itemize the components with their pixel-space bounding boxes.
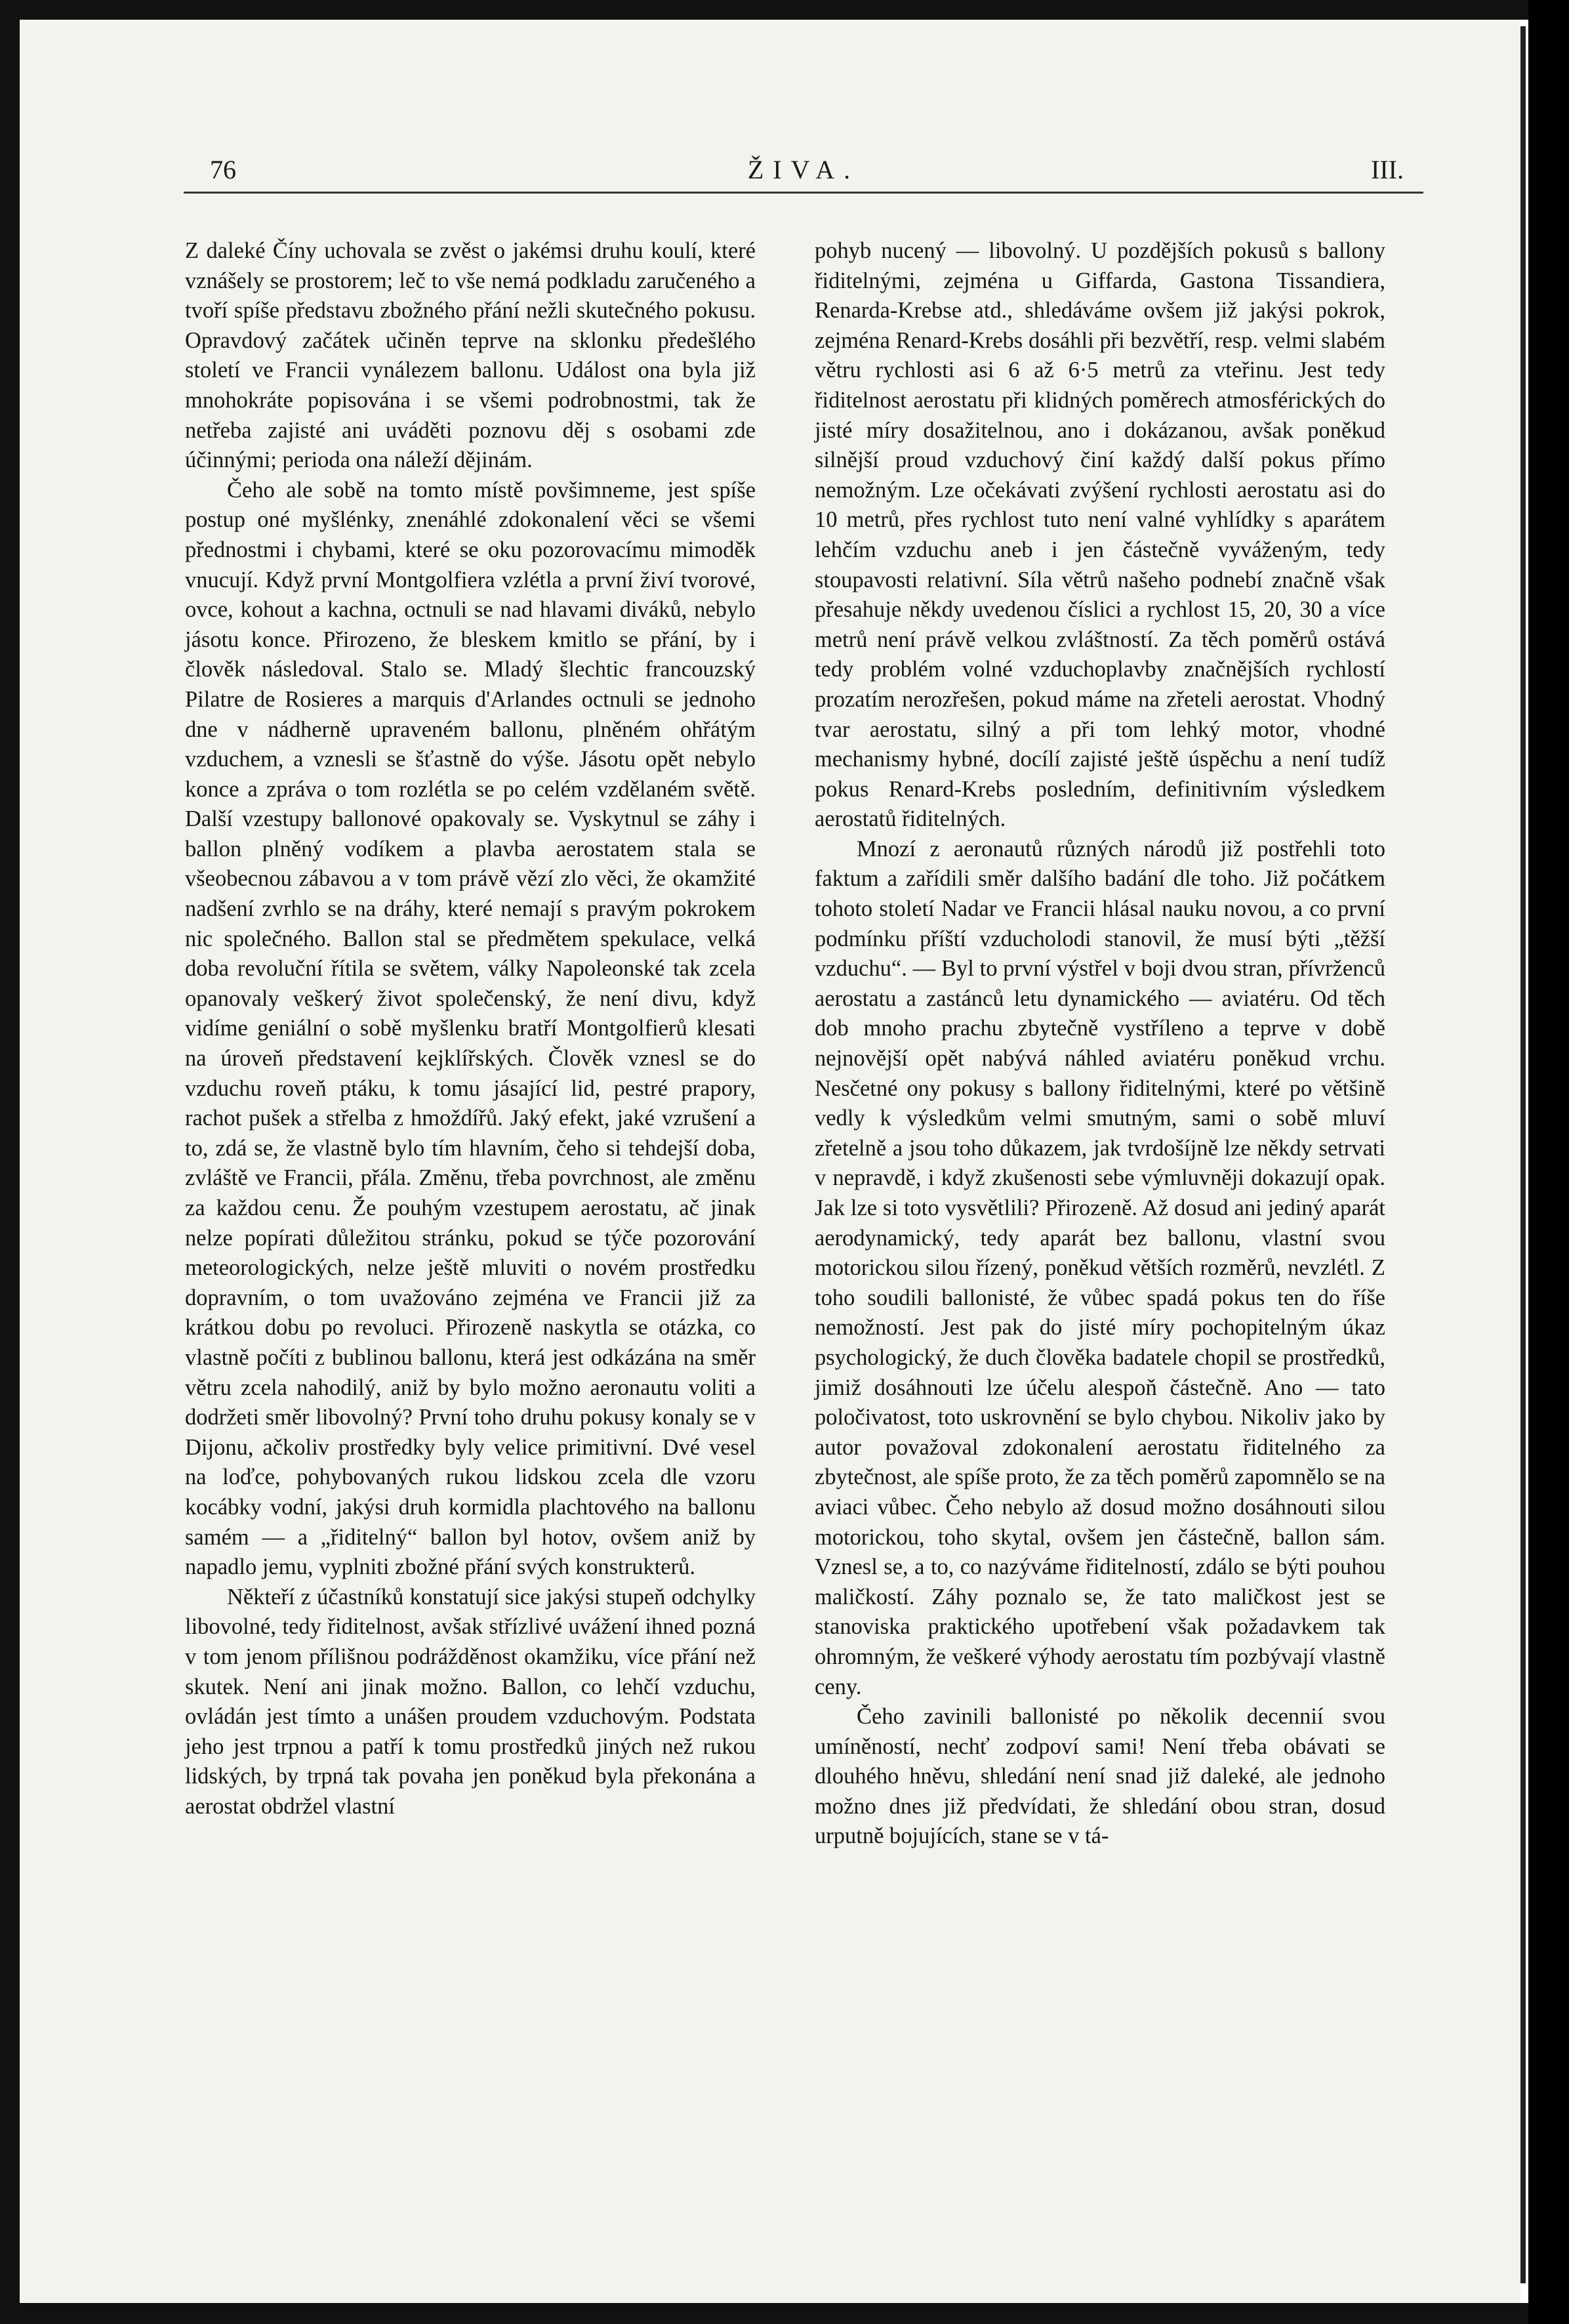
paragraph: Čeho zavinili ballonisté po několik decennií svou umíněností, nechť zodpoví sami! Není třeba obávati se dlouhého hněvu, shledání není snad již daleké, ale jednoho možno dnes již předvídati, že shledání obou stran, dosud urputně bojujících, stane se v tá- [815, 1704, 1385, 1849]
paragraph: Někteří z účastníků konstatují sice jakýsi stupeň odchylky libovolné, tedy řiditelnost, avšak střízlivé uvážení ihned pozná v tom jenom přílišnou podrážděnost okamžiku, více přání než skutek. Není ani jinak možno. Ballon, co lehčí vzduchu, ovládán jest tímto a unášen proudem vzduchovým. Podstata jeho jest trpnou a patří k tomu prostředků jiných než rukou lidských, by trpná tak povaha jen poněkud byla překonána a aerostat obdržel vlastní [185, 1584, 756, 1819]
scan-border-right [1528, 0, 1569, 2324]
scan-border-bottom [0, 2303, 1569, 2324]
volume-number: III. [1371, 155, 1404, 184]
journal-title: ŽIVA. [747, 155, 860, 184]
left-column [185, 236, 756, 1821]
paragraph: pohyb nucený — libovolný. U pozdějších pokusů s ballony řiditelnými, zejména u Giffarda, Gastona Tissandiera, Renarda-Krebse atd., shledáváme ovšem již jakýsi pokrok, zejména Renard-Krebs dosáhli při bezvětří, resp. velmi slabém větru rychlosti asi 6 až 6·5 metrů za vteřinu. Jest tedy řiditelnost aerostatu při klidných poměrech atmosférických do jisté míry dosažitelnou, ano i dokázanou, avšak poněkud silnější proud vzduchový činí každý další pokus přímo nemožným. Lze očekávati zvýšení rychlosti aerostatu asi do 10 metrů, přes rychlost tuto není valné vyhlídky s aparátem lehčím vzduchu aneb i jen částečně vyváženým, tedy stoupavosti relativní. Síla větrů našeho podnebí značně však přesahuje někdy uvedenou číslici a rychlost 15, 20, 30 a více metrů není právě velkou zvláštností. Za těch poměrů ostává tedy problém volné vzduchoplavby značnějších rychlostí prozatím nerozřešen, pokud máme na zřeteli aerostat. Vhodný tvar aerostatu, silný a při tom lehký motor, vhodné mechanismy hybné, docílí zajisté ještě úspěchu a není tudíž pokus Renard-Krebs posledním, definitivním výsledkem aerostatů řiditelných. [815, 238, 1385, 832]
scan-border-left [0, 0, 20, 2324]
paragraph: Z daleké Číny uchovala se zvěst o jakémsi druhu koulí, které vznášely se prostorem; leč to vše nemá podkladu zaručeného a tvoří spíše představu zbožného přání nežli skutečného pokusu. Opravdový začátek učiněn teprve na sklonku předešlého století ve Francii vynálezem ballonu. Událost ona byla již mnohokráte popisována i se všemi podrobnostmi, tak že netřeba zajisté ani uváděti poznovu děj s osobami zde účinnými; perioda ona náleží dějinám. [185, 238, 756, 473]
right-column [815, 236, 1385, 1852]
header-rule [184, 192, 1423, 194]
paragraph: Čeho ale sobě na tomto místě povšimneme, jest spíše postup oné myšlénky, znenáhlé zdokonalení věci se všemi přednostmi i chybami, které se oku pozorovacímu mimoděk vnucují. Když první Montgolfiera vzlétla a první živí tvorové, ovce, kohout a kachna, octnuli se nad hlavami diváků, nebylo jásotu konce. Přirozeno, že bleskem kmitlo se přání, by i člověk následoval. Stalo se. Mladý šlechtic francouzský Pilatre de Rosieres a marquis d'Arlandes octnuli se jednoho dne v nádherně upraveném ballonu, plněném ohřátým vzduchem, a vznesli se šťastně do výše. Jásotu opět nebylo konce a zpráva o tom rozlétla se po celém vzdělaném světě. Další vzestupy ballonové opakovaly se. Vyskytnul se záhy i ballon plněný vodíkem a plavba aerostatem stala se všeobecnou zábavou a v tom právě vězí zlo věci, že okamžité nadšení zvrhlo se na dráhy, které nemají s pravým pokrokem nic společného. Ballon stal se předmětem spekulace, velká doba revoluční řítila se světem, války Napoleonské tak zcela opanovaly veškerý život společenský, že není divu, když vidíme geniální o sobě myšlenku bratří Montgolfierů klesati na úroveň představení kejklířských. Člověk vznesl se do vzduchu roveň ptáku, k tomu jásající lid, pestré prapory, rachot pušek a střelba z hmoždířů. Jaký efekt, jaké vzrušení a to, zdá se, že vlastně bylo tím hlavním, čeho si tehdejší doba, zvláště ve Francii, přála. Změnu, třeba povrchnost, ale změnu za každou cenu. Že pouhým vzestupem aerostatu, ač jinak nelze popírati důležitou stránku, pokud se týče pozorování meteorologických, nelze ještě mluviti o novém prostředku dopravním, o tom uvažováno zejména ve Francii již za krátkou dobu po revoluci. Přirozeně naskytla se otázka, co vlastně počíti z bublinou ballonu, která jest odkázána na směr větru zcela nahodilý, aniž by bylo možno aeronautu voliti a dodržeti směr libovolný? První toho druhu pokusy konaly se v Dijonu, ačkoliv prostředky byly velice primitivní. Dvé vesel na loďce, pohybovaných rukou lidskou zcela dle vzoru kocábky vodní, jakýsi druh kormidla plachtového na ballonu samém — a „řiditelný“ ballon byl hotov, ovšem aniž by napadlo jemu, vyplniti zbožné přání svých konstrukterů. [185, 477, 756, 1580]
scan-border-top [0, 0, 1569, 20]
paragraph: Mnozí z aeronautů různých národů již postřehli toto faktum a zařídili směr dalšího badání dle toho. Již počátkem tohoto století Nadar ve Francii hlásal nauku novou, a co první podmínku příští vzducholodi stanovil, že musí býti „těžší vzduchu“. — Byl to první výstřel v boji dvou stran, přívrženců aerostatu a zastánců letu dynamického — aviatéru. Od těch dob mnoho prachu zbytečně vystříleno a teprve v době nejnovější opět nabývá náhled aviatéru poněkud vrchu. Nesčetné ony pokusy s ballony řiditelnými, které po většině vedly k výsledkům velmi smutným, sami o sobě mluví zřetelně a jsou toho důkazem, jak tvrdošíjně lze někdy setrvati v nepravdě, i když zkušenosti sebe výmluvněji dokazují opak. Jak lze si toto vysvětlili? Přirozeně. Až dosud ani jediný aparát aerodynamický, tedy aparát bez ballonu, vlastní svou motorickou silou řízený, poněkud větších rozměrů, nevzlétl. Z toho soudili ballonisté, že vůbec spadá pokus ten do říše nemožností. Jest pak do jisté míry pochopitelným úkaz psychologický, že duch člověka badatele chopil se prostředků, jimiž dosáhnouti lze účelu alespoň částečně. Ano — tato poločivatost, toto uskrovnění se bylo chybou. Nikoliv jako by autor považoval zdokonalení aerostatu řiditelného za zbytečnost, ale spíše proto, že za těch poměrů zapomnělo se na aviaci vůbec. Čeho nebylo až dosud možno dosáhnouti silou motorickou, toho skytal, ovšem jen částečně, ballon sám. Vznesl se, a to, co nazýváme řiditelností, zdálo se býti pouhou maličkostí. Záhy poznalo se, že tato maličkost jest se stanoviska praktického upotřebení však požadavkem tak ohromným, že veškeré výhody aerostatu tím pozbývají vlastně ceny. [815, 836, 1385, 1699]
page-number: 76 [210, 155, 236, 184]
page-edge-shadow [1520, 26, 1526, 2283]
running-header [184, 148, 1423, 187]
